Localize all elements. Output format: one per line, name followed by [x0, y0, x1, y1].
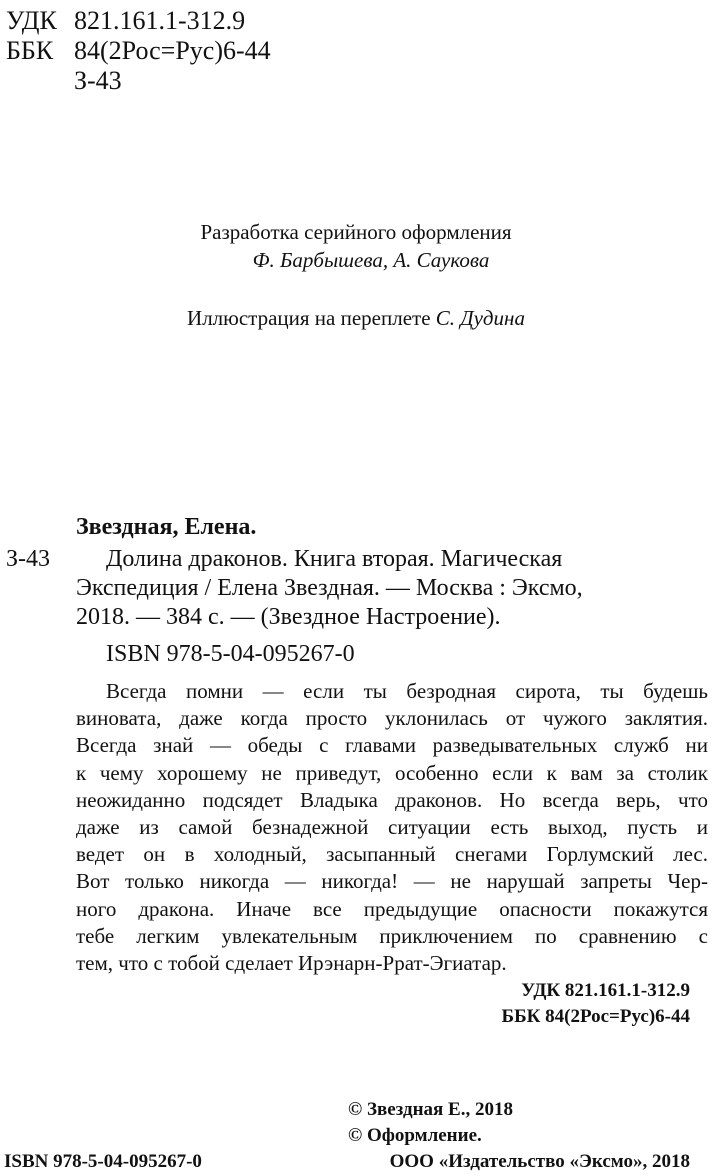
- author-mark: З-43: [6, 546, 51, 572]
- bbk-row: [6, 36, 271, 66]
- bbk-right: ББК 84(2Рос=Рус)6-44: [501, 1006, 690, 1027]
- bbk-value: 84(2Рос=Рус)6-44: [74, 36, 271, 65]
- annotation-line: ного дракона. Иначе все предыдущие опасности покажутся: [76, 896, 708, 921]
- annotation-line: неожиданно подсядет Владыка драконов. Но всегда верь, что: [76, 787, 708, 812]
- author-mark-header: З-43: [74, 66, 122, 95]
- annotation-line: виновата, даже когда просто уклонилась от чужого заклятия.: [76, 706, 708, 731]
- author-heading: Звездная, Елена.: [76, 514, 257, 540]
- isbn-record: ISBN 978-5-04-095267-0: [106, 641, 355, 667]
- publisher-copyright: ООО «Издательство «Эксмо», 2018: [389, 1151, 690, 1172]
- annotation: [76, 678, 708, 977]
- cover-illustration-credit: [0, 304, 712, 332]
- classification-right: [502, 978, 690, 1030]
- series-design-credit: [0, 218, 712, 274]
- cover-illustration-label: Иллюстрация на переплете: [187, 306, 431, 330]
- series-design-names: Ф. Барбышева, А. Саукова: [252, 248, 490, 272]
- title-line-3: 2018. — 384 с. — (Звездное Настроение).: [76, 604, 501, 630]
- annotation-line: даже из самой безнадежной ситуации есть выход, пусть и: [76, 815, 708, 840]
- udk-row: [6, 6, 245, 36]
- bbk-label: ББК: [6, 36, 54, 65]
- series-design-label: Разработка серийного оформления: [200, 220, 512, 244]
- annotation-line: Вот только никогда — никогда! — не нарушай запреты Чер-: [76, 869, 708, 894]
- udk-label: УДК: [6, 6, 57, 35]
- copyright-design: © Оформление.: [348, 1125, 482, 1146]
- annotation-line: Всегда знай — обеды с главами разведывательных служб ни: [76, 733, 708, 758]
- annotation-line: к чему хорошему не приведут, особенно если к вам за столик: [76, 760, 708, 785]
- udk-value: 821.161.1-312.9: [74, 6, 246, 35]
- cover-illustration-name: С. Дудина: [435, 306, 525, 330]
- title-line-1: Долина драконов. Книга вторая. Магическая: [106, 546, 563, 572]
- title-line-2: Экспедиция / Елена Звездная. — Москва : Эксмо,: [76, 575, 583, 601]
- footer-isbn: ISBN 978-5-04-095267-0: [4, 1151, 202, 1172]
- annotation-line: тем, что с тобой сделает Ирэнарн-Ррат-Эгиатар.: [76, 951, 507, 976]
- annotation-line: тебе легким увлекательным приключением по сравнению с: [76, 923, 708, 948]
- copyright-author: © Звездная Е., 2018: [348, 1099, 513, 1120]
- title-block: [76, 545, 708, 632]
- annotation-line: Всегда помни — если ты безродная сирота, ты будешь: [106, 679, 708, 703]
- udk-right: УДК 821.161.1-312.9: [521, 980, 690, 1001]
- annotation-line: ведет он в холодный, засыпанный снегами Горлумский лес.: [76, 842, 708, 867]
